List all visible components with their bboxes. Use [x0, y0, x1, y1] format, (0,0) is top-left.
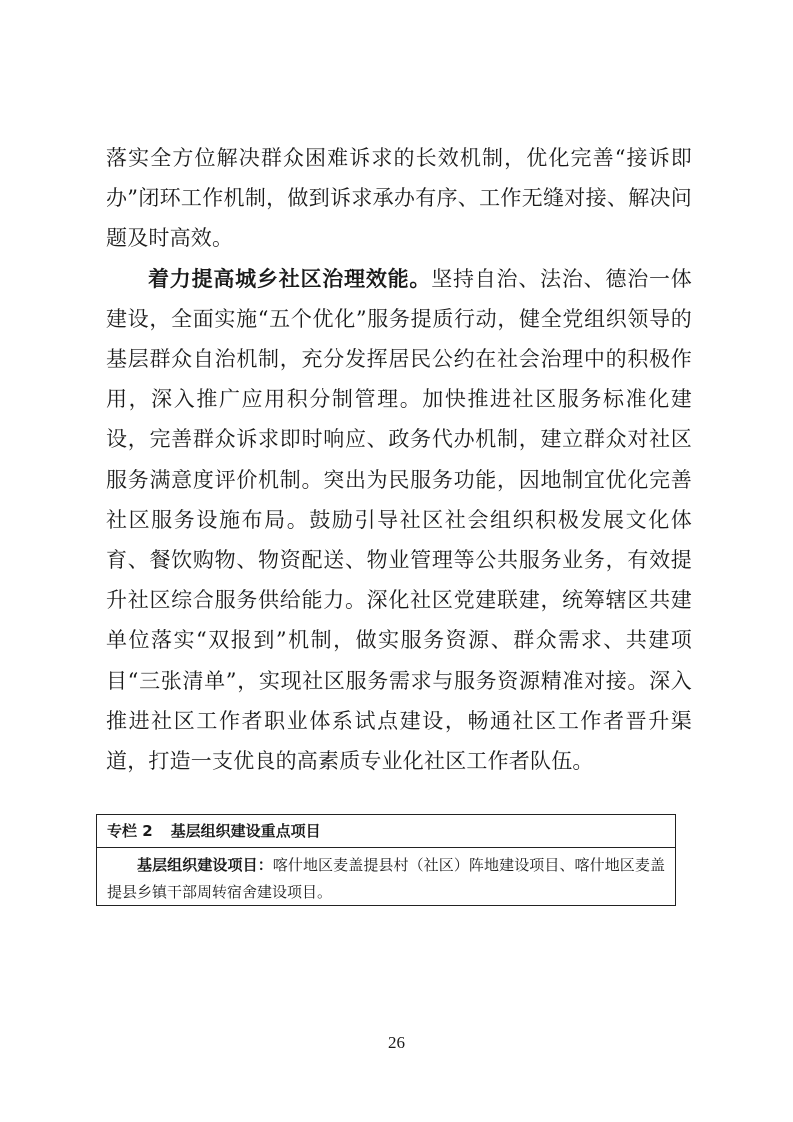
feature-box-item-label: 基层组织建设项目： — [137, 856, 273, 874]
feature-box — [96, 814, 676, 906]
feature-box-body — [97, 848, 675, 906]
paragraph-continuation: 落实全方位解决群众困难诉求的长效机制，优化完善“接诉即办”闭环工作机制，做到诉求承办有序、工作无缝对接、解决问题及时高效。 — [106, 146, 692, 251]
feature-box-item — [107, 852, 665, 906]
feature-box-title: 基层组织建设重点项目 — [170, 822, 321, 840]
feature-box-item-text: 喀什地区麦盖提县村（社区）阵地建设项目、喀什地区麦盖提县乡镇干部周转宿舍建设项目。 — [107, 856, 665, 901]
paragraph-heading: 着力提高城乡社区治理效能。 — [148, 266, 432, 291]
feature-box-header — [97, 815, 675, 848]
page-number: 26 — [388, 1033, 405, 1052]
paragraph-community-governance — [106, 259, 692, 782]
feature-box-label: 专栏 2 — [107, 822, 153, 840]
body-text — [106, 138, 692, 781]
paragraph-body: 坚持自治、法治、德治一体建设，全面实施“五个优化”服务提质行动，健全党组织领导的基层群众自治机制，充分发挥居民公约在社会治理中的积极作用，深入推广应用积分制管理。加快推进社区服务标准化建设，完善群众诉求即时响应、政务代办机制，建立群众对社区服务满意度评价机制。突出为民服务功能，因地制宜优化完善社区服务设施布局。鼓励引导社区社会组织积极发展文化体育、餐饮购物、物资配送、物业管理等公共服务业务，有效提升社区综合服务供给能力。深化社区党建联建，统筹辖区共建单位落实“双报到”机制，做实服务资源、群众需求、共建项目“三张清单”，实现社区服务需求与服务资源精准对接。深入推进社区工作者职业体系试点建设，畅通社区工作者晋升渠道，打造一支优良的高素质专业化社区工作者队伍。 — [106, 266, 692, 774]
